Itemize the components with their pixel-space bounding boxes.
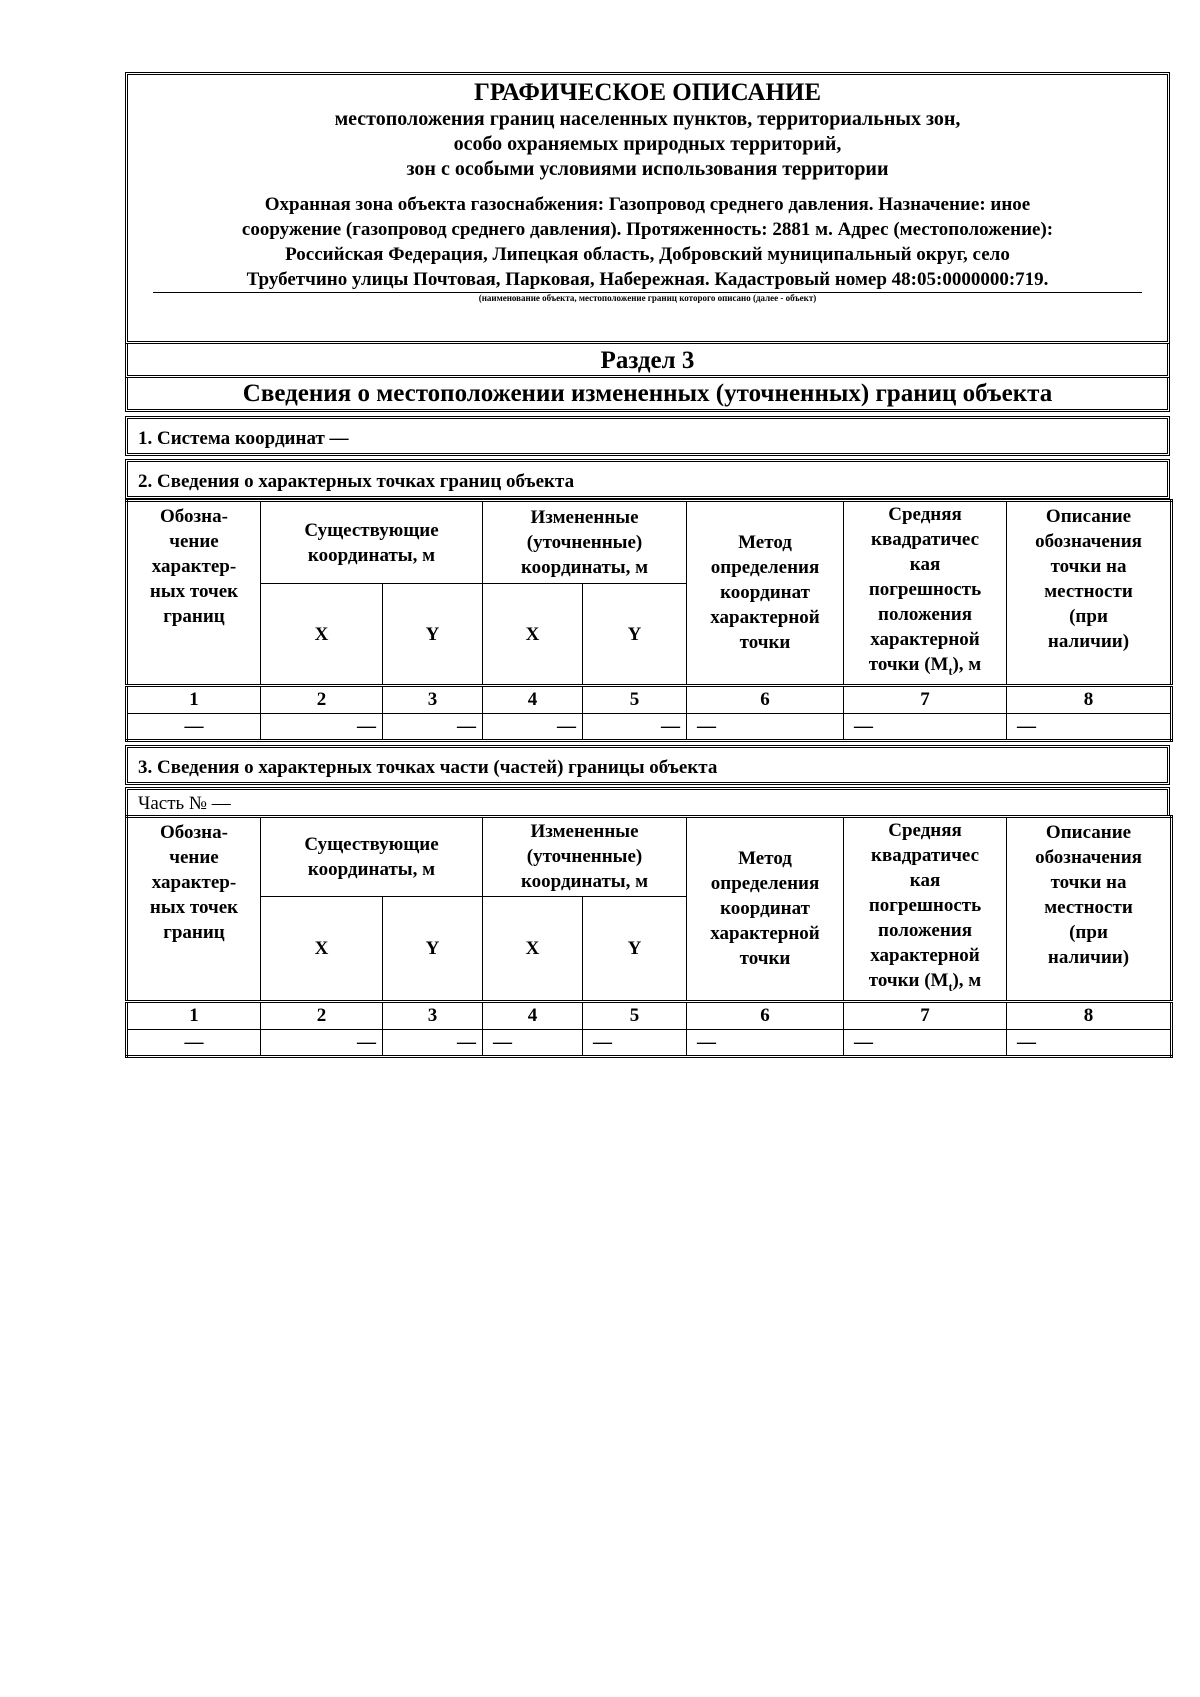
document-header — [125, 72, 1170, 344]
boundary-points-heading: 2. Сведения о характерных точках границ объекта — [125, 459, 1170, 499]
col-header-existing: Существующие координаты, м — [261, 501, 483, 584]
col-header-changed-y: Y — [583, 896, 687, 1001]
coordinate-system-row: 1. Система координат — — [125, 416, 1170, 456]
col-header-existing: Существующие координаты, м — [261, 816, 483, 896]
col-header-changed-x: X — [483, 584, 583, 686]
col-header-method: Метод определения координат характерной точки — [687, 816, 844, 1001]
col-header-changed: Измененные (уточненные) координаты, м — [483, 501, 687, 584]
col-header-existing-y: Y — [383, 584, 483, 686]
subtitle-line-3: зон с особыми условиями использования территории — [406, 158, 889, 180]
col-header-error: Средняя квадратичес кая погрешность положения характерной точки $(M_t)$, м — [844, 501, 1007, 686]
column-number-row: 1 2 3 4 5 6 7 8 — [127, 1001, 1172, 1029]
col-header-changed-x: X — [483, 896, 583, 1001]
table-row: — — — — — — — — — [127, 713, 1172, 740]
object-line-3: Российская Федерация, Липецкая область, Добровский муниципальный округ, село — [285, 244, 1010, 265]
document-sheet — [125, 72, 1170, 1058]
boundary-points-table — [125, 499, 1173, 742]
col-header-method: Метод определения координат характерной точки — [687, 501, 844, 686]
col-header-existing-x: X — [261, 896, 383, 1001]
object-line-1: Охранная зона объекта газоснабжения: Газопровод среднего давления. Назначение: иное — [264, 194, 1031, 215]
object-line-2: сооружение (газопровод среднего давления). Протяженность: 2881 м. Адрес (местоположение): — [241, 219, 1054, 240]
column-number-row: 1 2 3 4 5 6 7 8 — [127, 685, 1172, 713]
col-header-changed-y: Y — [583, 584, 687, 686]
part-points-table — [125, 815, 1173, 1058]
col-header-point: Обозна- чение характер- ных точек границ — [127, 816, 261, 1001]
section-title: Раздел 3 — [125, 344, 1170, 378]
document-title: ГРАФИЧЕСКОЕ ОПИСАНИЕ — [473, 79, 822, 106]
part-number-label: Часть № — — [125, 787, 1170, 815]
subtitle-line-1: местоположения границ населенных пунктов, территориальных зон, — [334, 108, 961, 130]
object-line-4: Трубетчино улицы Почтовая, Парковая, Набережная. Кадастровый номер 48:05:0000000:719. — [246, 269, 1049, 290]
part-points-heading: 3. Сведения о характерных точках части (частей) границы объекта — [125, 745, 1170, 785]
col-header-description: Описание обозначения точки на местности (при наличии) — [1007, 501, 1172, 686]
col-header-changed: Измененные (уточненные) координаты, м — [483, 816, 687, 896]
subtitle-line-2: особо охраняемых природных территорий, — [453, 133, 842, 155]
table-row: — — — — — — — — — [127, 1029, 1172, 1056]
col-header-error: Средняя квадратичес кая погрешность положения характерной точки $(M_t)$, м — [844, 816, 1007, 1001]
section-subtitle: Сведения о местоположении измененных (уточненных) границ объекта — [125, 378, 1170, 412]
col-header-description: Описание обозначения точки на местности (при наличии) — [1007, 816, 1172, 1001]
col-header-existing-x: X — [261, 584, 383, 686]
col-header-point: Обозна- чение характер- ных точек границ — [127, 501, 261, 686]
object-caption: (наименование объекта, местоположение границ которого описано (далее - объект) — [478, 293, 817, 303]
col-header-existing-y: Y — [383, 896, 483, 1001]
